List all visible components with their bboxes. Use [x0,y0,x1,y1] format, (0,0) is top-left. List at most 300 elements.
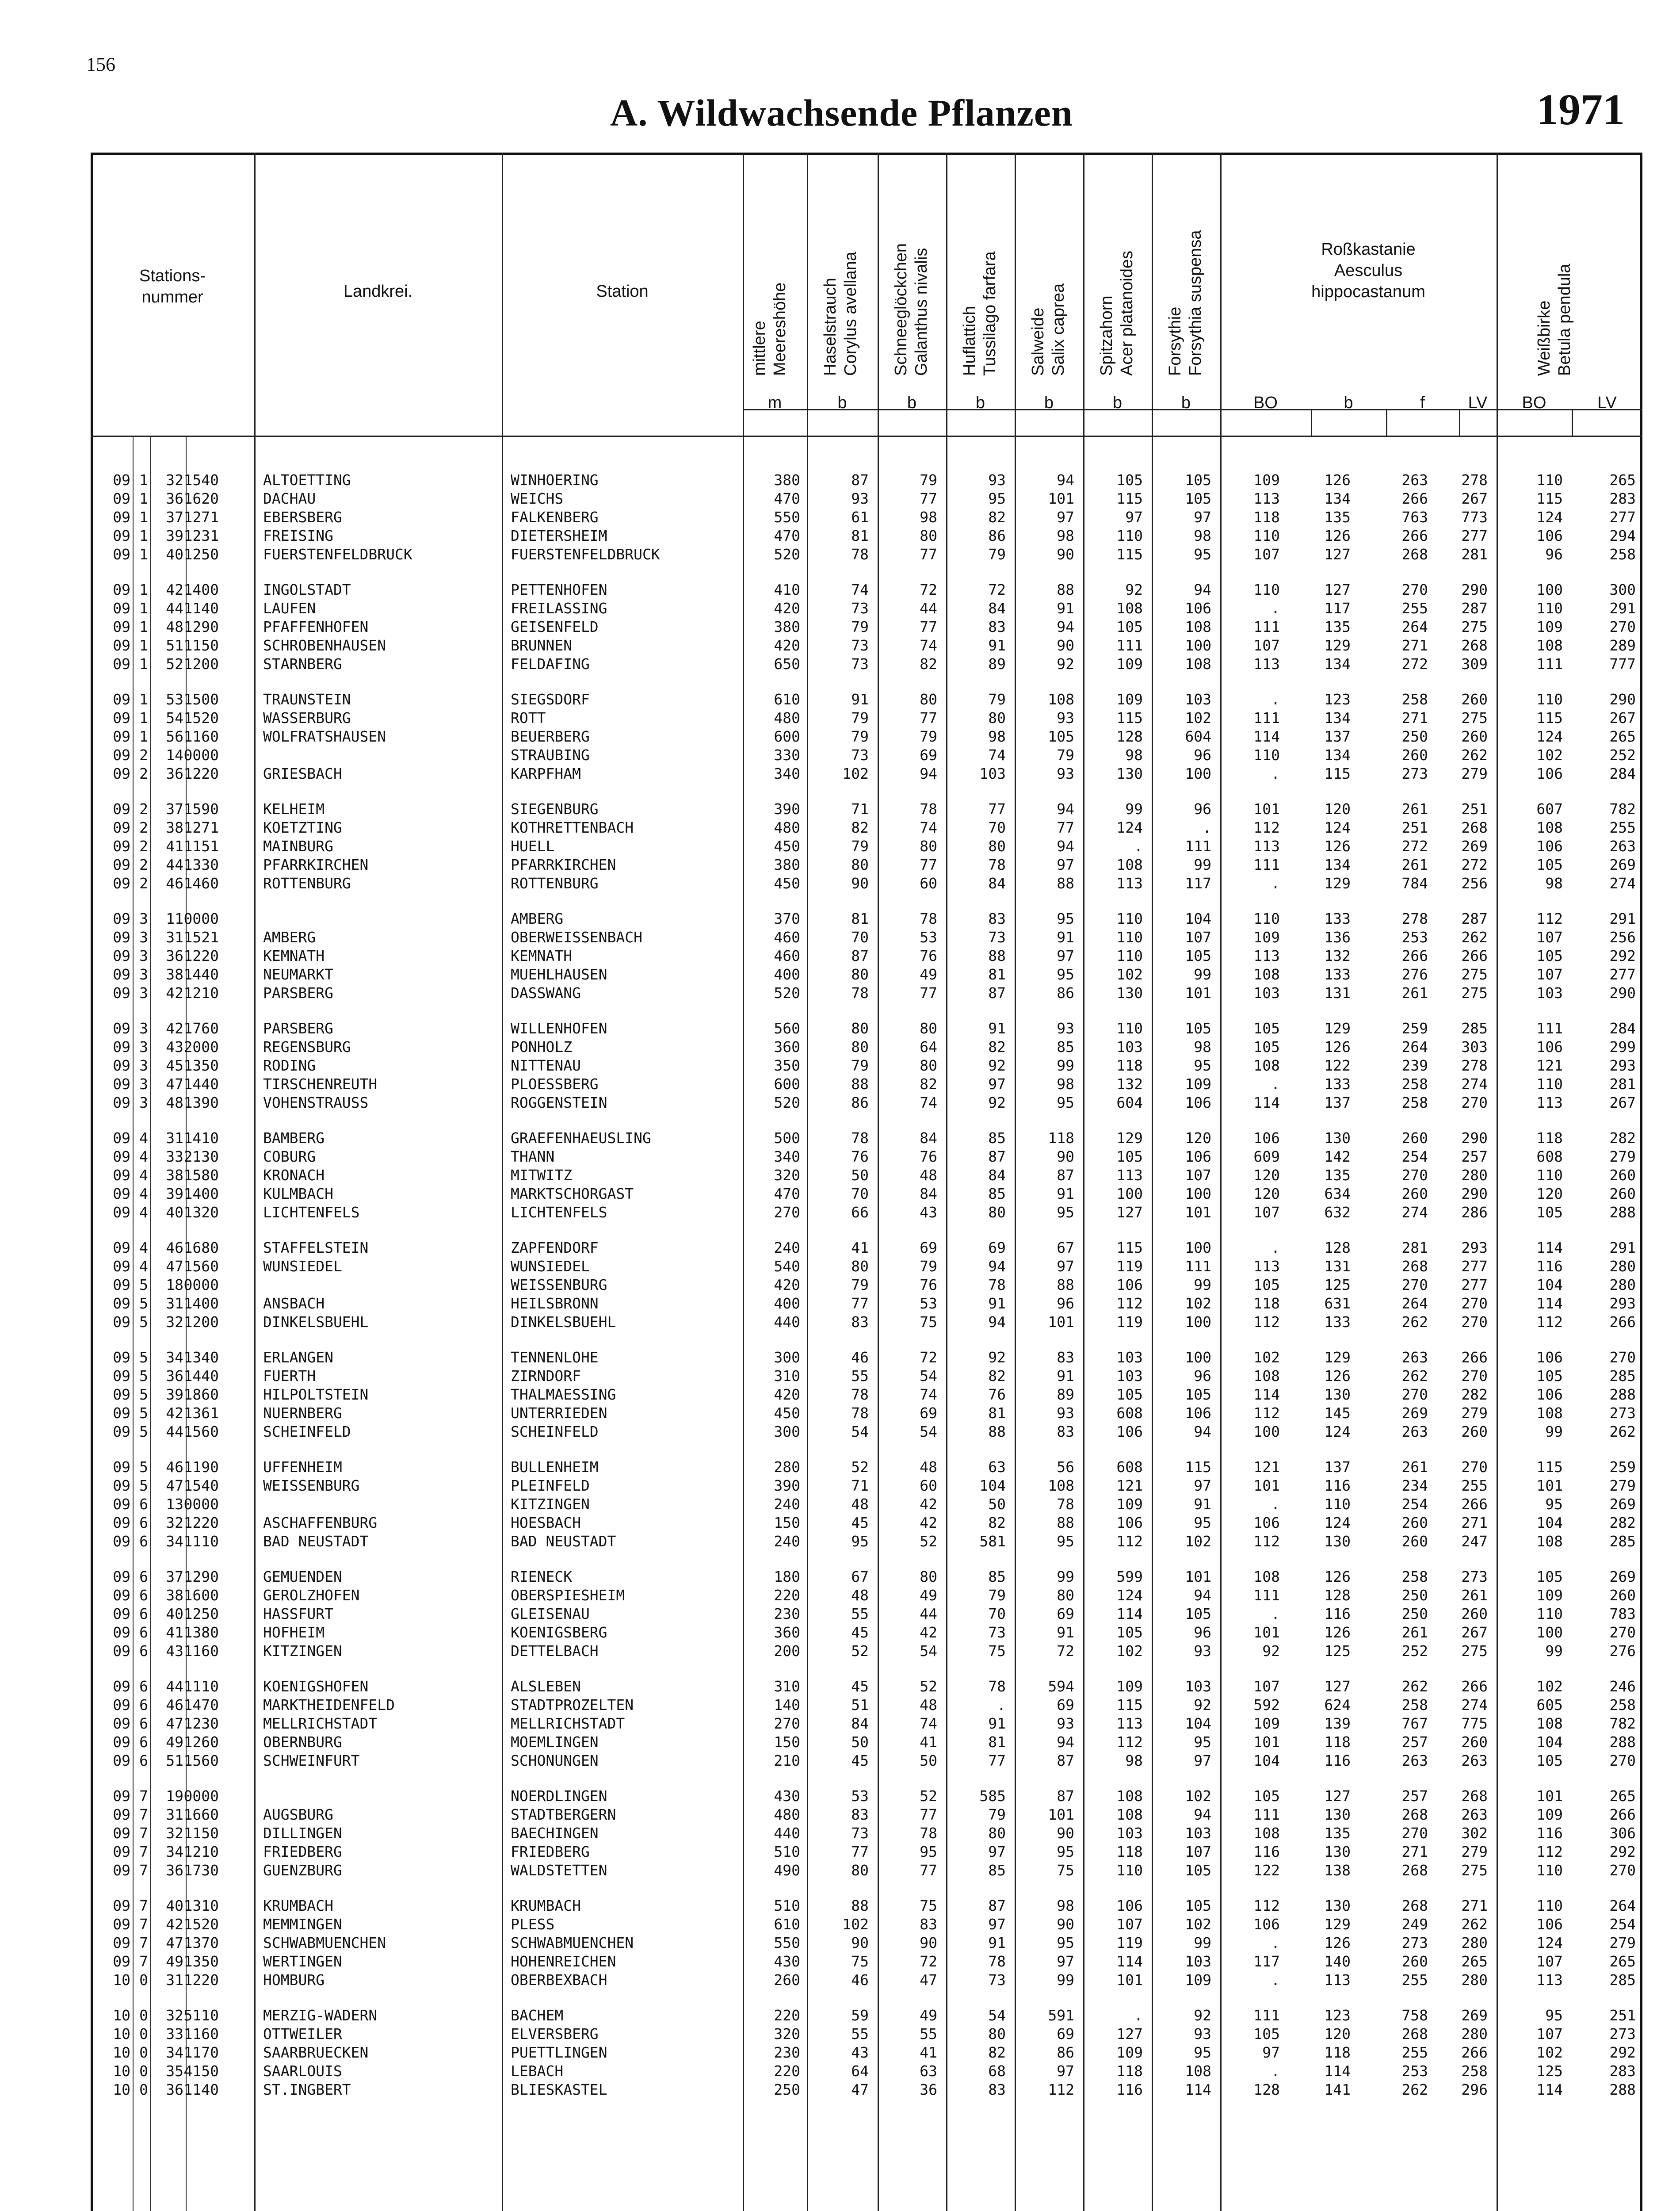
value-cell: 279 [1609,1477,1636,1494]
station-nr-cell: 1400 [183,581,219,598]
table-row [91,1185,1642,1203]
value-cell: 107 [1253,1678,1280,1695]
station-nr-cell: 6 [139,1496,148,1513]
table-row [91,1367,1642,1385]
value-cell: 108 [1253,1825,1280,1842]
table-row [91,1861,1642,1880]
value-cell: 95 [1057,966,1074,983]
value-cell: 102 [842,765,869,782]
value-cell: 142 [1324,1148,1351,1165]
station-nr-cell: 10 [113,2044,130,2061]
value-cell: 48 [851,1587,869,1604]
value-cell: 135 [1324,509,1351,526]
station-nr-cell: 46 [166,875,183,892]
station-nr-cell: 1 [139,655,148,673]
value-cell: 45 [851,1514,869,1531]
table-row [91,1404,1642,1423]
station-nr-cell: 09 [113,1295,130,1312]
value-cell: 137 [1324,1458,1351,1476]
value-cell: 250 [1401,1605,1428,1622]
value-cell: 277 [1461,1276,1488,1293]
table-row [91,1568,1642,1586]
table-row [91,690,1642,709]
value-cell: 270 [1609,1349,1636,1366]
value-cell: 91 [988,1934,1006,1951]
landkreis-cell: PARSBERG [263,1020,333,1037]
value-cell: 98 [1057,1897,1074,1914]
value-cell: 263 [1609,838,1636,855]
unit-label: b [907,394,917,412]
value-cell: 103 [1116,1825,1143,1842]
value-cell: 94 [1057,838,1074,855]
value-cell: 550 [774,509,800,526]
table-row [91,1148,1642,1166]
station-nr-cell: 1350 [183,1953,219,1970]
station-nr-cell: 1600 [183,1587,219,1604]
station-nr-cell: 40 [166,1897,183,1914]
value-cell: 271 [1461,1514,1488,1531]
station-cell: SCHONUNGEN [511,1752,599,1769]
station-cell: BRUNNEN [511,637,573,654]
station-nr-cell: 09 [113,800,130,818]
table-row [91,1806,1642,1824]
value-cell: 271 [1401,709,1428,727]
station-nr-cell: 0 [139,2044,148,2061]
value-cell: 150 [774,1733,800,1751]
value-cell: 82 [851,819,869,836]
value-cell: 100 [1536,1624,1563,1641]
value-cell: 52 [851,1458,869,1476]
value-cell: 270 [1461,1295,1488,1312]
value-cell: 115 [1116,1239,1143,1256]
value-cell: 430 [774,1787,800,1805]
value-cell: 77 [851,1295,869,1312]
value-cell: 299 [1609,1038,1636,1056]
table-row [91,1696,1642,1714]
station-nr-cell: 42 [166,581,183,598]
table-row [91,2043,1642,2062]
station-nr-cell: 44 [166,600,183,617]
table-row [91,1495,1642,1514]
value-cell: 85 [988,1568,1006,1585]
value-cell: 127 [1324,1678,1351,1695]
landkreis-cell: DACHAU [263,490,316,507]
landkreis-cell: MARKTHEIDENFELD [263,1696,395,1714]
value-cell: 106 [1116,1897,1143,1914]
value-cell: 98 [1194,527,1211,544]
landkreis-cell: DINKELSBUEHL [263,1313,369,1331]
landkreis-cell: UFFENHEIM [263,1458,342,1476]
value-cell: 350 [774,1057,800,1074]
landkreis-cell: ASCHAFFENBURG [263,1514,378,1531]
value-cell: 99 [1057,1057,1074,1074]
value-cell: 69 [988,1239,1006,1256]
value-cell: 83 [1057,1349,1074,1366]
landkreis-cell: WERTINGEN [263,1953,342,1970]
value-cell: 288 [1609,1204,1636,1221]
station-nr-cell: 5 [139,1458,148,1476]
value-cell: 41 [920,1733,937,1751]
value-cell: 100 [1185,637,1211,654]
value-cell: 320 [774,1167,800,1184]
value-cell: 251 [1461,800,1488,818]
value-cell: 105 [1185,1862,1211,1879]
page-heading: A. Wildwachsende Pflanzen [610,92,1073,134]
value-cell: 115 [1116,1696,1143,1714]
value-cell: 128 [1253,2081,1280,2098]
value-cell: 109 [1185,1075,1211,1093]
value-cell: 80 [988,2025,1006,2043]
table-row [91,746,1642,765]
value-cell: 758 [1401,2007,1428,2024]
value-cell: 73 [851,746,869,764]
station-nr-cell: 47 [166,1075,183,1093]
value-cell: 95 [988,490,1006,507]
value-cell: 115 [1116,490,1143,507]
value-cell: 113 [1253,838,1280,855]
value-cell: 116 [1324,1477,1351,1494]
value-cell: 98 [988,728,1006,745]
value-cell: 267 [1461,1624,1488,1641]
value-cell: 103 [1116,1349,1143,1366]
value-cell: 261 [1401,800,1428,818]
station-nr-cell: 49 [166,1733,183,1751]
value-cell: 46 [851,1971,869,1989]
value-cell: 124 [1536,1934,1563,1951]
value-cell: 105 [1253,1787,1280,1805]
value-cell: 60 [920,875,937,892]
station-nr-cell: 0000 [183,1496,219,1513]
station-nr-cell: 40 [166,1204,183,1221]
station-nr-cell: 09 [113,1204,130,1221]
value-cell: 266 [1461,1678,1488,1695]
station-nr-cell: 3 [139,1038,148,1056]
value-cell: 102 [1116,1642,1143,1660]
station-nr-cell: 6 [139,1533,148,1550]
value-cell: 87 [851,471,869,489]
station-cell: ROGGENSTEIN [511,1094,607,1111]
value-cell: 132 [1116,1075,1143,1093]
value-cell: 257 [1461,1148,1488,1165]
value-cell: 123 [1324,691,1351,708]
station-nr-cell: 31 [166,1806,183,1823]
value-cell: 106 [1116,1276,1143,1293]
value-cell: 763 [1401,509,1428,526]
value-cell: 278 [1401,910,1428,927]
value-cell: 126 [1324,1624,1351,1641]
value-cell: 220 [774,1587,800,1604]
value-cell: 592 [1253,1696,1280,1714]
station-nr-cell: 35 [166,2062,183,2080]
value-cell: 258 [1401,1094,1428,1111]
landkreis-cell: PFARRKIRCHEN [263,856,369,873]
landkreis-cell: VOHENSTRAUSS [263,1094,369,1111]
value-cell: 108 [1116,600,1143,617]
station-nr-cell: 36 [166,490,183,507]
value-cell: 255 [1401,2044,1428,2061]
station-nr-cell: 1580 [183,1167,219,1184]
value-cell: 110 [1253,910,1280,927]
value-cell: 106 [1253,1514,1280,1531]
station-nr-cell: 09 [113,1313,130,1331]
value-cell: 104 [1536,1514,1563,1531]
value-cell: 106 [1536,1349,1563,1366]
landkreis-cell: TRAUNSTEIN [263,691,351,708]
landkreis-cell: REGENSBURG [263,1038,351,1056]
value-cell: 106 [1185,1148,1211,1165]
station-nr-cell: 40 [166,546,183,563]
value-cell: 264 [1609,1897,1636,1914]
landkreis-cell: KOENIGSHOFEN [263,1678,369,1695]
value-cell: 258 [1401,1696,1428,1714]
value-cell: 102 [1185,709,1211,727]
value-cell: 288 [1609,1386,1636,1403]
station-nr-cell: 1320 [183,1204,219,1221]
station-nr-cell: 4 [139,1258,148,1275]
value-cell: 110 [1116,910,1143,927]
landkreis-cell: GUENZBURG [263,1862,342,1879]
value-cell: 74 [920,819,937,836]
value-cell: 99 [1125,800,1143,818]
table-row [91,1915,1642,1934]
value-cell: 116 [1116,2081,1143,2098]
value-cell: 113 [1116,875,1143,892]
station-nr-cell: 5 [139,1477,148,1494]
value-cell: 105 [1253,1276,1280,1293]
landkreis-cell: ALTOETTING [263,471,351,489]
station-nr-cell: 31 [166,1129,183,1147]
header-rule [91,436,1642,437]
station-nr-cell: 32 [166,471,183,489]
value-cell: 91 [851,691,869,708]
value-cell: 90 [1057,1148,1074,1165]
unit-label: b [975,394,985,412]
station-nr-cell: 09 [113,1075,130,1093]
station-nr-cell: 31 [166,1971,183,1989]
station-nr-cell: 1220 [183,1514,219,1531]
value-cell: 97 [1057,509,1074,526]
value-cell: 105 [1116,618,1143,635]
value-cell: 103 [1536,984,1563,1002]
value-cell: 288 [1609,1733,1636,1751]
value-cell: 90 [1057,1916,1074,1933]
value-cell: 79 [988,546,1006,563]
station-cell: FALKENBERG [511,509,599,526]
value-cell: 132 [1324,947,1351,964]
value-cell: 109 [1536,618,1563,635]
station-nr-cell: 09 [113,1568,130,1585]
value-cell: 110 [1116,527,1143,544]
value-cell: 77 [988,800,1006,818]
value-cell: 268 [1401,1897,1428,1914]
value-cell: 55 [851,1605,869,1622]
value-cell: 440 [774,1825,800,1842]
value-cell: 110 [1536,691,1563,708]
value-cell: 111 [1185,1258,1211,1275]
table-row [91,1971,1642,1989]
value-cell: 100 [1185,1239,1211,1256]
station-nr-cell: 09 [113,1496,130,1513]
value-cell: 95 [851,1533,869,1550]
value-cell: 80 [851,966,869,983]
value-cell: 80 [920,1057,937,1074]
value-cell: 119 [1116,1258,1143,1275]
value-cell: 77 [920,856,937,873]
value-cell: 138 [1324,1862,1351,1879]
station-nr-cell: 1 [139,637,148,654]
value-cell: 98 [1057,527,1074,544]
station-nr-cell: 1 [139,581,148,598]
value-cell: 105 [1116,1386,1143,1403]
value-cell: 125 [1324,1642,1351,1660]
station-nr-cell: 14 [166,746,183,764]
value-cell: 272 [1401,655,1428,673]
value-cell: 94 [1057,1733,1074,1751]
value-cell: 81 [851,527,869,544]
station-nr-cell: 5 [139,1423,148,1440]
year-label: 1971 [1536,85,1625,134]
value-cell: 109 [1116,2044,1143,2061]
station-nr-cell: 09 [113,1458,130,1476]
value-cell: 260 [774,1971,800,1989]
station-nr-cell: 1680 [183,1239,219,1256]
value-cell: 302 [1461,1825,1488,1842]
value-cell: 119 [1116,1313,1143,1331]
value-cell: 91 [988,1020,1006,1037]
table-row [91,1038,1642,1056]
value-cell: 96 [1194,1624,1211,1641]
station-nr-cell: 1660 [183,1806,219,1823]
station-nr-cell: 1730 [183,1862,219,1879]
value-cell: 75 [920,1313,937,1331]
value-cell: 270 [1401,581,1428,598]
station-cell: TENNENLOHE [511,1349,599,1366]
station-nr-cell: 09 [113,1148,130,1165]
value-cell: 101 [1185,984,1211,1002]
landkreis-cell: ANSBACH [263,1295,325,1312]
station-cell: STRAUBING [511,746,590,764]
station-nr-cell: 37 [166,509,183,526]
landkreis-cell: AMBERG [263,929,316,946]
value-cell: 430 [774,1953,800,1970]
value-cell: 104 [1253,1752,1280,1769]
value-cell: 69 [1057,2025,1074,2043]
value-cell: 110 [1253,527,1280,544]
value-cell: 63 [988,1458,1006,1476]
value-cell: 105 [1185,1897,1211,1914]
station-nr-cell: 10 [113,2081,130,2098]
value-cell: 277 [1461,527,1488,544]
value-cell: 294 [1609,527,1636,544]
station-nr-cell: 1200 [183,1313,219,1331]
table-row [91,1203,1642,1222]
station-nr-cell: 19 [166,1787,183,1805]
station-nr-cell: 1 [139,691,148,708]
value-cell: 279 [1609,1934,1636,1951]
value-cell: 460 [774,929,800,946]
landkreis-cell: OTTWEILER [263,2025,342,2043]
value-cell: 440 [774,1313,800,1331]
header-species-salweide: Salweide Salix caprea [1029,283,1068,376]
value-cell: 250 [774,2081,800,2098]
value-cell: 93 [1194,2025,1211,2043]
table-row [91,1348,1642,1367]
value-cell: 283 [1609,2062,1636,2080]
value-cell: 76 [920,1148,937,1165]
value-cell: 53 [920,929,937,946]
value-cell: 279 [1609,1148,1636,1165]
value-cell: 82 [988,1514,1006,1531]
value-cell: 103 [979,765,1006,782]
table-row [91,1714,1642,1733]
value-cell: 263 [1401,1423,1428,1440]
value-cell: 460 [774,947,800,964]
value-cell: 88 [1057,1276,1074,1293]
value-cell: 111 [1536,1020,1563,1037]
station-cell: BEUERBERG [511,728,590,745]
table-row [91,1313,1642,1331]
value-cell: 90 [1057,637,1074,654]
value-cell: 370 [774,910,800,927]
station-nr-cell: 38 [166,1587,183,1604]
station-nr-cell: 6 [139,1733,148,1751]
value-cell: 608 [1116,1458,1143,1476]
value-cell: 240 [774,1239,800,1256]
value-cell: 112 [1253,1313,1280,1331]
value-cell: 103 [1185,691,1211,708]
value-cell: 97 [1057,856,1074,873]
value-cell: 44 [920,1605,937,1622]
value-cell: 266 [1401,947,1428,964]
station-nr-cell: 1210 [183,1843,219,1860]
value-cell: 253 [1401,929,1428,946]
station-nr-cell: 09 [113,1386,130,1403]
value-cell: 410 [774,581,800,598]
value-cell: 272 [1461,856,1488,873]
station-nr-cell: 7 [139,1916,148,1933]
value-cell: 113 [1253,1258,1280,1275]
value-cell: 107 [1253,546,1280,563]
value-cell: 109 [1253,929,1280,946]
value-cell: 283 [1609,490,1636,507]
value-cell: 130 [1116,984,1143,1002]
value-cell: 72 [920,1349,937,1366]
station-nr-cell: 6 [139,1514,148,1531]
value-cell: 80 [1057,1587,1074,1604]
value-cell: 95 [1194,2044,1211,2061]
station-nr-cell: 34 [166,1349,183,1366]
header-weissbirke: Weißbirke Betula pendula [1535,264,1574,376]
value-cell: 76 [851,1148,869,1165]
value-cell: 87 [1057,1787,1074,1805]
station-nr-cell: 09 [113,509,130,526]
value-cell: 79 [920,728,937,745]
value-cell: 270 [1461,1458,1488,1476]
station-cell: STADTBERGERN [511,1806,616,1823]
station-nr-cell: 7 [139,1934,148,1951]
station-cell: BAECHINGEN [511,1825,599,1842]
value-cell: 112 [1536,910,1563,927]
value-cell: 102 [1536,2044,1563,2061]
value-cell: 114 [1324,2062,1351,2080]
station-cell: WILLENHOFEN [511,1020,607,1037]
value-cell: 87 [1057,1752,1074,1769]
value-cell: 105 [1185,471,1211,489]
value-cell: 260 [1401,1953,1428,1970]
value-cell: 129 [1324,1349,1351,1366]
station-nr-cell: 1 [139,471,148,489]
value-cell: 130 [1324,1843,1351,1860]
